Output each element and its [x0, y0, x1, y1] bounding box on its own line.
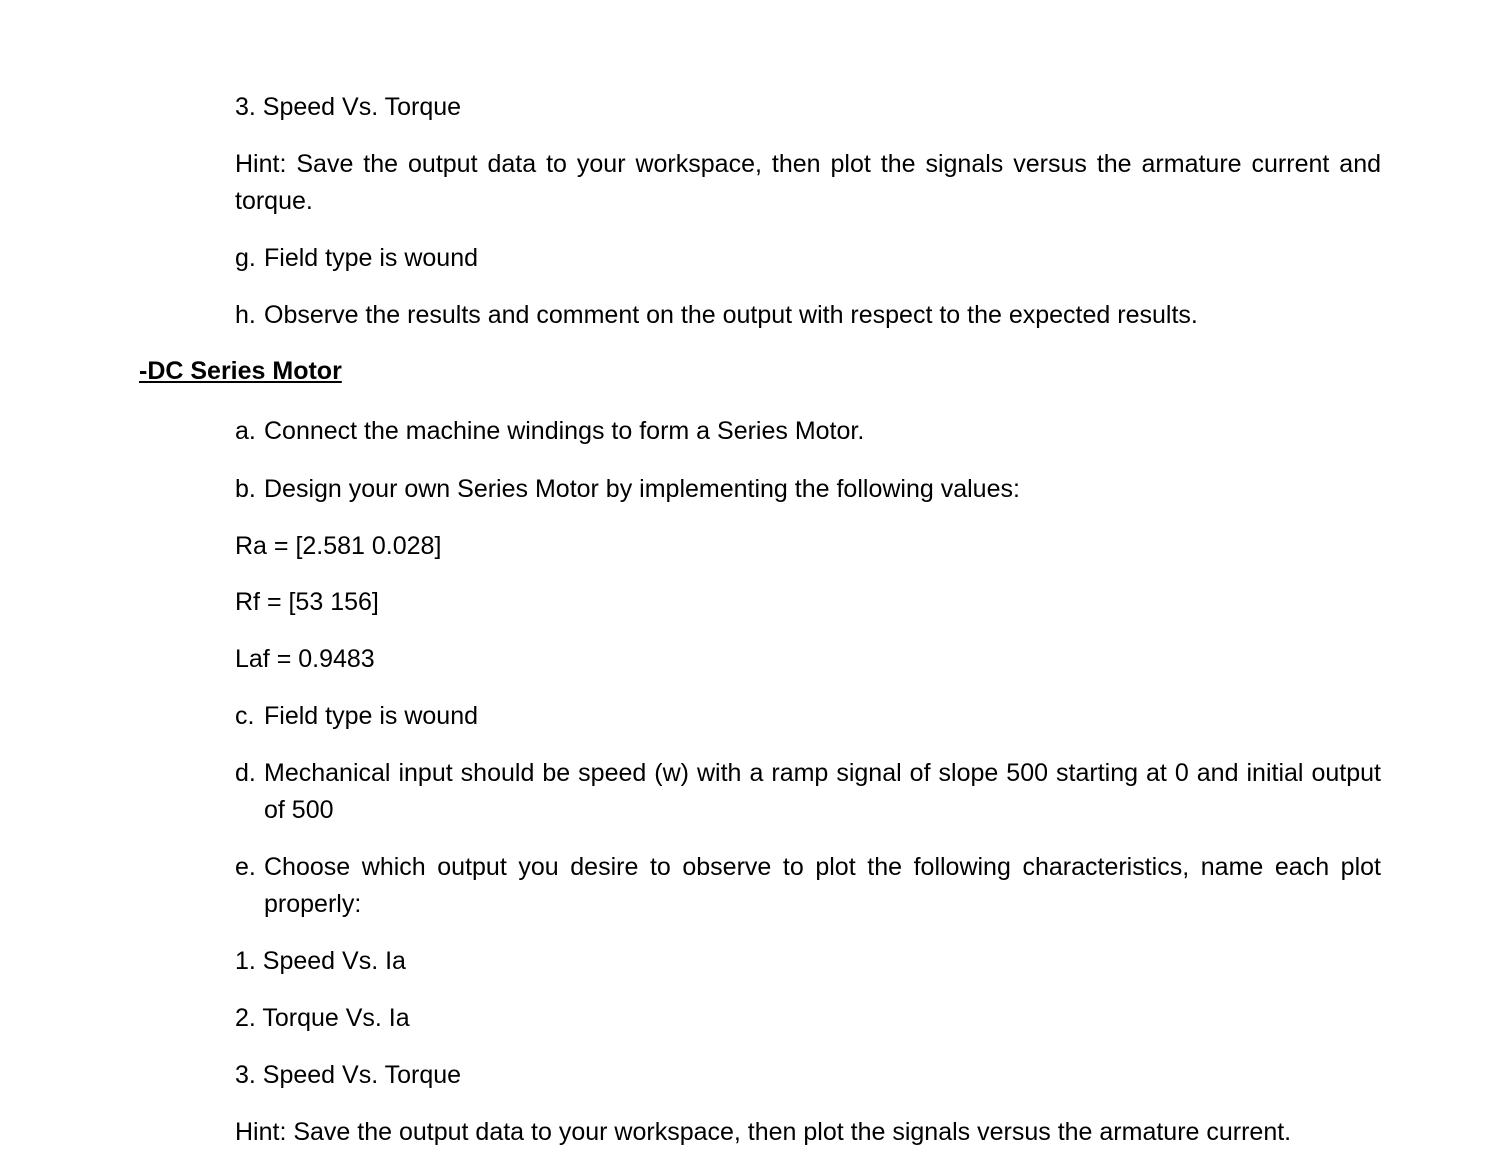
param-rf: Rf = [53 156]: [235, 588, 379, 616]
plot-item-torque-vs-ia: 2. Torque Vs. Ia: [235, 1004, 410, 1032]
step-marker: c.: [235, 702, 255, 730]
step-marker: e.: [235, 853, 256, 881]
list-item-speed-vs-torque: 3. Speed Vs. Torque: [235, 93, 462, 121]
step-g: [235, 240, 1381, 277]
step-marker: a.: [235, 417, 256, 445]
step-marker: h.: [235, 301, 256, 329]
step-marker: g.: [235, 244, 256, 272]
step-text: Choose which output you desire to observe to plot the following characteristics, name each plot properly:: [264, 853, 1381, 918]
step-marker: b.: [235, 475, 256, 503]
step-text: Observe the results and comment on the output with respect to the expected results.: [264, 301, 1198, 329]
step-text: Mechanical input should be speed (w) with a ramp signal of slope 500 starting at 0 and initial output of 500: [264, 759, 1381, 824]
plot-item-speed-vs-torque: 3. Speed Vs. Torque: [235, 1061, 462, 1089]
series-hint-paragraph: Hint: Save the output data to your workspace, then plot the signals versus the armature current.: [235, 1118, 1292, 1146]
step-text: Field type is wound: [264, 244, 479, 272]
series-step-e: [235, 849, 1381, 923]
series-step-a: [235, 413, 1381, 450]
step-marker: d.: [235, 759, 256, 787]
param-laf: Laf = 0.9483: [235, 645, 375, 673]
hint-paragraph: Hint: Save the output data to your workspace, then plot the signals versus the armature current and torque.: [235, 150, 1381, 215]
series-step-b: [235, 471, 1381, 508]
series-step-c: [235, 698, 1381, 735]
step-text: Field type is wound: [264, 702, 479, 730]
step-text: Design your own Series Motor by implementing the following values:: [264, 475, 1020, 503]
step-text: Connect the machine windings to form a Series Motor.: [264, 417, 865, 445]
step-h: [235, 297, 1381, 334]
plot-item-speed-vs-ia: 1. Speed Vs. Ia: [235, 947, 406, 975]
series-step-d: [235, 755, 1381, 829]
section-heading: -DC Series Motor: [139, 357, 342, 385]
param-ra: Ra = [2.581 0.028]: [235, 532, 442, 560]
